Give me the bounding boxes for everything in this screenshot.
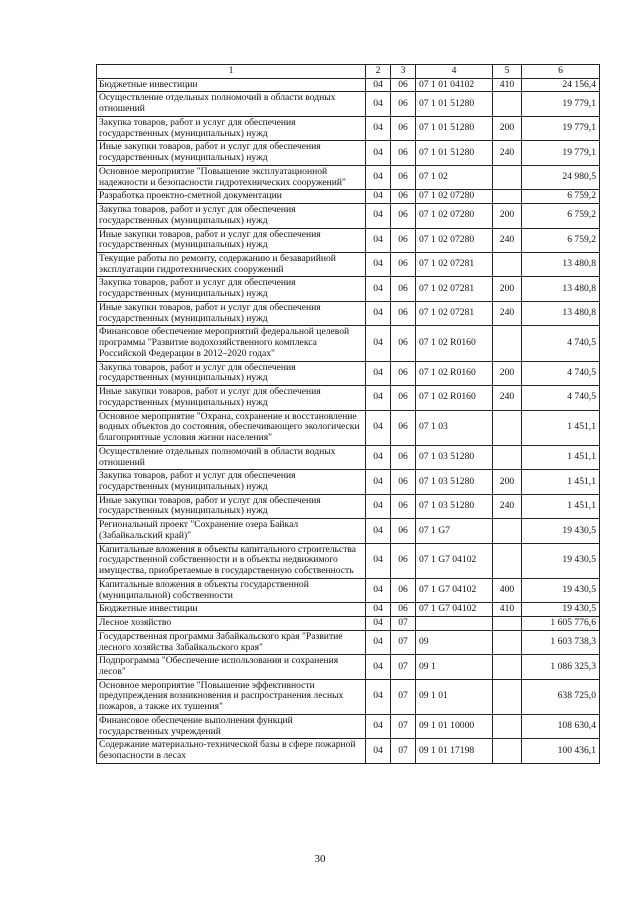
row-amount: 1 451,1 xyxy=(522,494,600,518)
table-row xyxy=(97,655,600,679)
table-body xyxy=(97,65,600,764)
row-section: 04 xyxy=(366,494,391,518)
row-subsection: 06 xyxy=(391,470,416,494)
row-subsection: 07 xyxy=(391,679,416,714)
row-expense-type: 200 xyxy=(493,470,522,494)
header-cell: 6 xyxy=(522,65,600,79)
row-target-code: 07 1 03 51280 xyxy=(416,445,493,469)
row-expense-type: 200 xyxy=(493,277,522,301)
row-amount: 19 430,5 xyxy=(522,603,600,617)
row-section: 04 xyxy=(366,165,391,189)
row-name: Иные закупки товаров, работ и услуг для обеспечения государственных (муниципальных) нужд xyxy=(97,301,366,325)
row-amount: 19 779,1 xyxy=(522,141,600,165)
row-expense-type: 410 xyxy=(493,78,522,92)
row-section: 04 xyxy=(366,655,391,679)
row-expense-type xyxy=(493,739,522,763)
row-amount: 1 451,1 xyxy=(522,470,600,494)
row-amount: 1 605 776,6 xyxy=(522,617,600,631)
row-expense-type xyxy=(493,326,522,361)
row-subsection: 07 xyxy=(391,617,416,631)
row-subsection: 06 xyxy=(391,519,416,543)
table-row xyxy=(97,543,600,578)
table-row xyxy=(97,277,600,301)
row-amount: 19 430,5 xyxy=(522,543,600,578)
page-number: 30 xyxy=(314,853,326,865)
row-section: 04 xyxy=(366,543,391,578)
row-subsection: 06 xyxy=(391,445,416,469)
row-section: 04 xyxy=(366,519,391,543)
row-expense-type xyxy=(493,679,522,714)
table-row xyxy=(97,445,600,469)
row-section: 04 xyxy=(366,277,391,301)
row-name: Бюджетные инвестиции xyxy=(97,603,366,617)
row-section: 04 xyxy=(366,578,391,602)
row-amount: 6 759,2 xyxy=(522,190,600,204)
row-subsection: 06 xyxy=(391,603,416,617)
row-subsection: 06 xyxy=(391,386,416,410)
table-row xyxy=(97,78,600,92)
row-name: Государственная программа Забайкальского края "Развитие лесного хозяйства Забайкальского края" xyxy=(97,630,366,654)
row-name: Закупка товаров, работ и услуг для обеспечения государственных (муниципальных) нужд xyxy=(97,116,366,140)
row-name: Финансовое обеспечение выполнения функций государственных учреждений xyxy=(97,714,366,738)
row-target-code: 09 1 xyxy=(416,655,493,679)
row-subsection: 06 xyxy=(391,228,416,252)
row-amount: 19 430,5 xyxy=(522,519,600,543)
row-target-code xyxy=(416,617,493,631)
row-target-code: 07 1 G7 04102 xyxy=(416,578,493,602)
row-section: 04 xyxy=(366,630,391,654)
row-amount: 4 740,5 xyxy=(522,361,600,385)
row-name: Закупка товаров, работ и услуг для обеспечения государственных (муниципальных) нужд xyxy=(97,361,366,385)
row-subsection: 06 xyxy=(391,204,416,228)
table-row xyxy=(97,519,600,543)
header-cell: 2 xyxy=(366,65,391,79)
row-expense-type xyxy=(493,543,522,578)
row-target-code: 07 1 02 07280 xyxy=(416,204,493,228)
row-subsection: 06 xyxy=(391,92,416,116)
row-expense-type: 400 xyxy=(493,578,522,602)
row-expense-type: 240 xyxy=(493,228,522,252)
row-section: 04 xyxy=(366,386,391,410)
row-target-code: 07 1 G7 xyxy=(416,519,493,543)
row-subsection: 06 xyxy=(391,165,416,189)
table-row xyxy=(97,410,600,445)
row-amount: 13 480,8 xyxy=(522,301,600,325)
table-row xyxy=(97,630,600,654)
row-name: Основное мероприятие "Повышение эффективности предупреждения возникновения и распространения лесных пожаров, а также их тушения" xyxy=(97,679,366,714)
table-row xyxy=(97,326,600,361)
row-expense-type: 200 xyxy=(493,204,522,228)
row-name: Разработка проектно-сметной документации xyxy=(97,190,366,204)
row-amount: 638 725,0 xyxy=(522,679,600,714)
row-subsection: 06 xyxy=(391,361,416,385)
row-expense-type xyxy=(493,92,522,116)
row-name: Закупка товаров, работ и услуг для обеспечения государственных (муниципальных) нужд xyxy=(97,470,366,494)
row-subsection: 06 xyxy=(391,78,416,92)
row-target-code: 07 1 01 51280 xyxy=(416,92,493,116)
row-target-code: 07 1 G7 04102 xyxy=(416,603,493,617)
table-row xyxy=(97,714,600,738)
row-section: 04 xyxy=(366,410,391,445)
row-amount: 19 779,1 xyxy=(522,92,600,116)
row-subsection: 07 xyxy=(391,655,416,679)
row-target-code: 07 1 02 R0160 xyxy=(416,386,493,410)
row-expense-type xyxy=(493,445,522,469)
row-name: Закупка товаров, работ и услуг для обеспечения государственных (муниципальных) нужд xyxy=(97,204,366,228)
row-expense-type xyxy=(493,655,522,679)
row-expense-type: 240 xyxy=(493,386,522,410)
row-target-code: 07 1 01 51280 xyxy=(416,141,493,165)
row-target-code: 07 1 02 07280 xyxy=(416,190,493,204)
row-section: 04 xyxy=(366,470,391,494)
row-subsection: 06 xyxy=(391,543,416,578)
table-row xyxy=(97,494,600,518)
table-row xyxy=(97,116,600,140)
row-section: 04 xyxy=(366,301,391,325)
table-row xyxy=(97,578,600,602)
row-expense-type xyxy=(493,165,522,189)
row-amount: 13 480,8 xyxy=(522,277,600,301)
row-target-code: 07 1 03 xyxy=(416,410,493,445)
row-target-code: 07 1 03 51280 xyxy=(416,494,493,518)
table-row xyxy=(97,301,600,325)
row-subsection: 06 xyxy=(391,141,416,165)
row-amount: 19 430,5 xyxy=(522,578,600,602)
row-subsection: 06 xyxy=(391,277,416,301)
row-name: Осуществление отдельных полномочий в области водных отношений xyxy=(97,92,366,116)
row-name: Закупка товаров, работ и услуг для обеспечения государственных (муниципальных) нужд xyxy=(97,277,366,301)
row-section: 04 xyxy=(366,445,391,469)
row-expense-type xyxy=(493,519,522,543)
header-cell: 3 xyxy=(391,65,416,79)
row-section: 04 xyxy=(366,326,391,361)
row-subsection: 06 xyxy=(391,253,416,277)
row-name: Капитальные вложения в объекты государственной (муниципальной) собственности xyxy=(97,578,366,602)
row-name: Финансовое обеспечение мероприятий федеральной целевой программы "Развитие водохозяйственного комплекса Российской Федерации в 2012–2020 годах" xyxy=(97,326,366,361)
row-section: 04 xyxy=(366,679,391,714)
row-expense-type xyxy=(493,410,522,445)
table-row xyxy=(97,141,600,165)
row-amount: 19 779,1 xyxy=(522,116,600,140)
row-amount: 1 603 738,3 xyxy=(522,630,600,654)
row-name: Осуществление отдельных полномочий в области водных отношений xyxy=(97,445,366,469)
row-name: Основное мероприятие "Повышение эксплуатационной надежности и безопасности гидротехнических сооружений" xyxy=(97,165,366,189)
row-name: Иные закупки товаров, работ и услуг для обеспечения государственных (муниципальных) нужд xyxy=(97,228,366,252)
row-amount: 6 759,2 xyxy=(522,228,600,252)
row-subsection: 06 xyxy=(391,190,416,204)
table-row xyxy=(97,253,600,277)
row-name: Иные закупки товаров, работ и услуг для обеспечения государственных (муниципальных) нужд xyxy=(97,494,366,518)
row-expense-type: 240 xyxy=(493,301,522,325)
row-amount: 24 156,4 xyxy=(522,78,600,92)
row-subsection: 06 xyxy=(391,494,416,518)
row-name: Текущие работы по ремонту, содержанию и безаварийной эксплуатации гидротехнических сооружений xyxy=(97,253,366,277)
row-section: 04 xyxy=(366,78,391,92)
row-amount: 1 086 325,3 xyxy=(522,655,600,679)
row-target-code: 07 1 02 07281 xyxy=(416,277,493,301)
table-row xyxy=(97,228,600,252)
row-expense-type: 410 xyxy=(493,603,522,617)
row-target-code: 07 1 02 07281 xyxy=(416,253,493,277)
row-target-code: 07 1 02 07281 xyxy=(416,301,493,325)
row-amount: 13 480,8 xyxy=(522,253,600,277)
row-subsection: 07 xyxy=(391,714,416,738)
row-section: 04 xyxy=(366,253,391,277)
row-target-code: 07 1 02 07280 xyxy=(416,228,493,252)
row-subsection: 06 xyxy=(391,326,416,361)
budget-table xyxy=(96,64,600,764)
row-amount: 108 630,4 xyxy=(522,714,600,738)
row-subsection: 07 xyxy=(391,630,416,654)
row-target-code: 09 1 01 17198 xyxy=(416,739,493,763)
row-name: Капитальные вложения в объекты капитального строительства государственной собственности и в объекты недвижимого имущества, приобретаемые в государственную собственность xyxy=(97,543,366,578)
row-amount: 1 451,1 xyxy=(522,410,600,445)
row-expense-type xyxy=(493,630,522,654)
row-name: Основное мероприятие "Охрана, сохранение и восстановление водных объектов до состояния, обеспечивающего экологически благоприятные условия жизни населения" xyxy=(97,410,366,445)
row-name: Бюджетные инвестиции xyxy=(97,78,366,92)
row-expense-type: 240 xyxy=(493,141,522,165)
row-name: Подпрограмма "Обеспечение использования и сохранения лесов" xyxy=(97,655,366,679)
table-row xyxy=(97,361,600,385)
table-row xyxy=(97,92,600,116)
row-section: 04 xyxy=(366,714,391,738)
row-section: 04 xyxy=(366,141,391,165)
row-subsection: 06 xyxy=(391,410,416,445)
row-target-code: 07 1 01 51280 xyxy=(416,116,493,140)
row-expense-type: 200 xyxy=(493,116,522,140)
row-section: 04 xyxy=(366,190,391,204)
row-target-code: 09 xyxy=(416,630,493,654)
row-name: Лесное хозяйство xyxy=(97,617,366,631)
table-row xyxy=(97,165,600,189)
row-target-code: 07 1 02 R0160 xyxy=(416,326,493,361)
row-subsection: 06 xyxy=(391,578,416,602)
row-target-code: 07 1 01 04102 xyxy=(416,78,493,92)
table-row xyxy=(97,603,600,617)
row-section: 04 xyxy=(366,92,391,116)
row-amount: 4 740,5 xyxy=(522,326,600,361)
table-row xyxy=(97,470,600,494)
row-name: Иные закупки товаров, работ и услуг для обеспечения государственных (муниципальных) нужд xyxy=(97,141,366,165)
row-amount: 100 436,1 xyxy=(522,739,600,763)
row-section: 04 xyxy=(366,739,391,763)
table-row xyxy=(97,617,600,631)
row-target-code: 07 1 G7 04102 xyxy=(416,543,493,578)
table-row xyxy=(97,739,600,763)
row-target-code: 07 1 02 xyxy=(416,165,493,189)
row-expense-type: 240 xyxy=(493,494,522,518)
row-amount: 6 759,2 xyxy=(522,204,600,228)
row-name: Региональный проект "Сохранение озера Байкал (Забайкальский край)" xyxy=(97,519,366,543)
header-cell: 5 xyxy=(493,65,522,79)
row-section: 04 xyxy=(366,617,391,631)
row-section: 04 xyxy=(366,204,391,228)
row-target-code: 07 1 03 51280 xyxy=(416,470,493,494)
row-target-code: 09 1 01 10000 xyxy=(416,714,493,738)
row-name: Иные закупки товаров, работ и услуг для обеспечения государственных (муниципальных) нужд xyxy=(97,386,366,410)
row-expense-type xyxy=(493,617,522,631)
row-expense-type xyxy=(493,190,522,204)
row-target-code: 07 1 02 R0160 xyxy=(416,361,493,385)
header-cell: 1 xyxy=(97,65,366,79)
table-header-row xyxy=(97,65,600,79)
row-section: 04 xyxy=(366,603,391,617)
row-subsection: 07 xyxy=(391,739,416,763)
row-section: 04 xyxy=(366,116,391,140)
row-expense-type xyxy=(493,714,522,738)
row-expense-type: 200 xyxy=(493,361,522,385)
header-cell: 4 xyxy=(416,65,493,79)
row-subsection: 06 xyxy=(391,116,416,140)
table-row xyxy=(97,204,600,228)
row-subsection: 06 xyxy=(391,301,416,325)
row-expense-type xyxy=(493,253,522,277)
row-amount: 1 451,1 xyxy=(522,445,600,469)
row-section: 04 xyxy=(366,228,391,252)
row-section: 04 xyxy=(366,361,391,385)
row-amount: 4 740,5 xyxy=(522,386,600,410)
row-amount: 24 980,5 xyxy=(522,165,600,189)
row-name: Содержание материально-технической базы в сфере пожарной безопасности в лесах xyxy=(97,739,366,763)
row-target-code: 09 1 01 xyxy=(416,679,493,714)
table-row xyxy=(97,190,600,204)
table-row xyxy=(97,679,600,714)
table-row xyxy=(97,386,600,410)
